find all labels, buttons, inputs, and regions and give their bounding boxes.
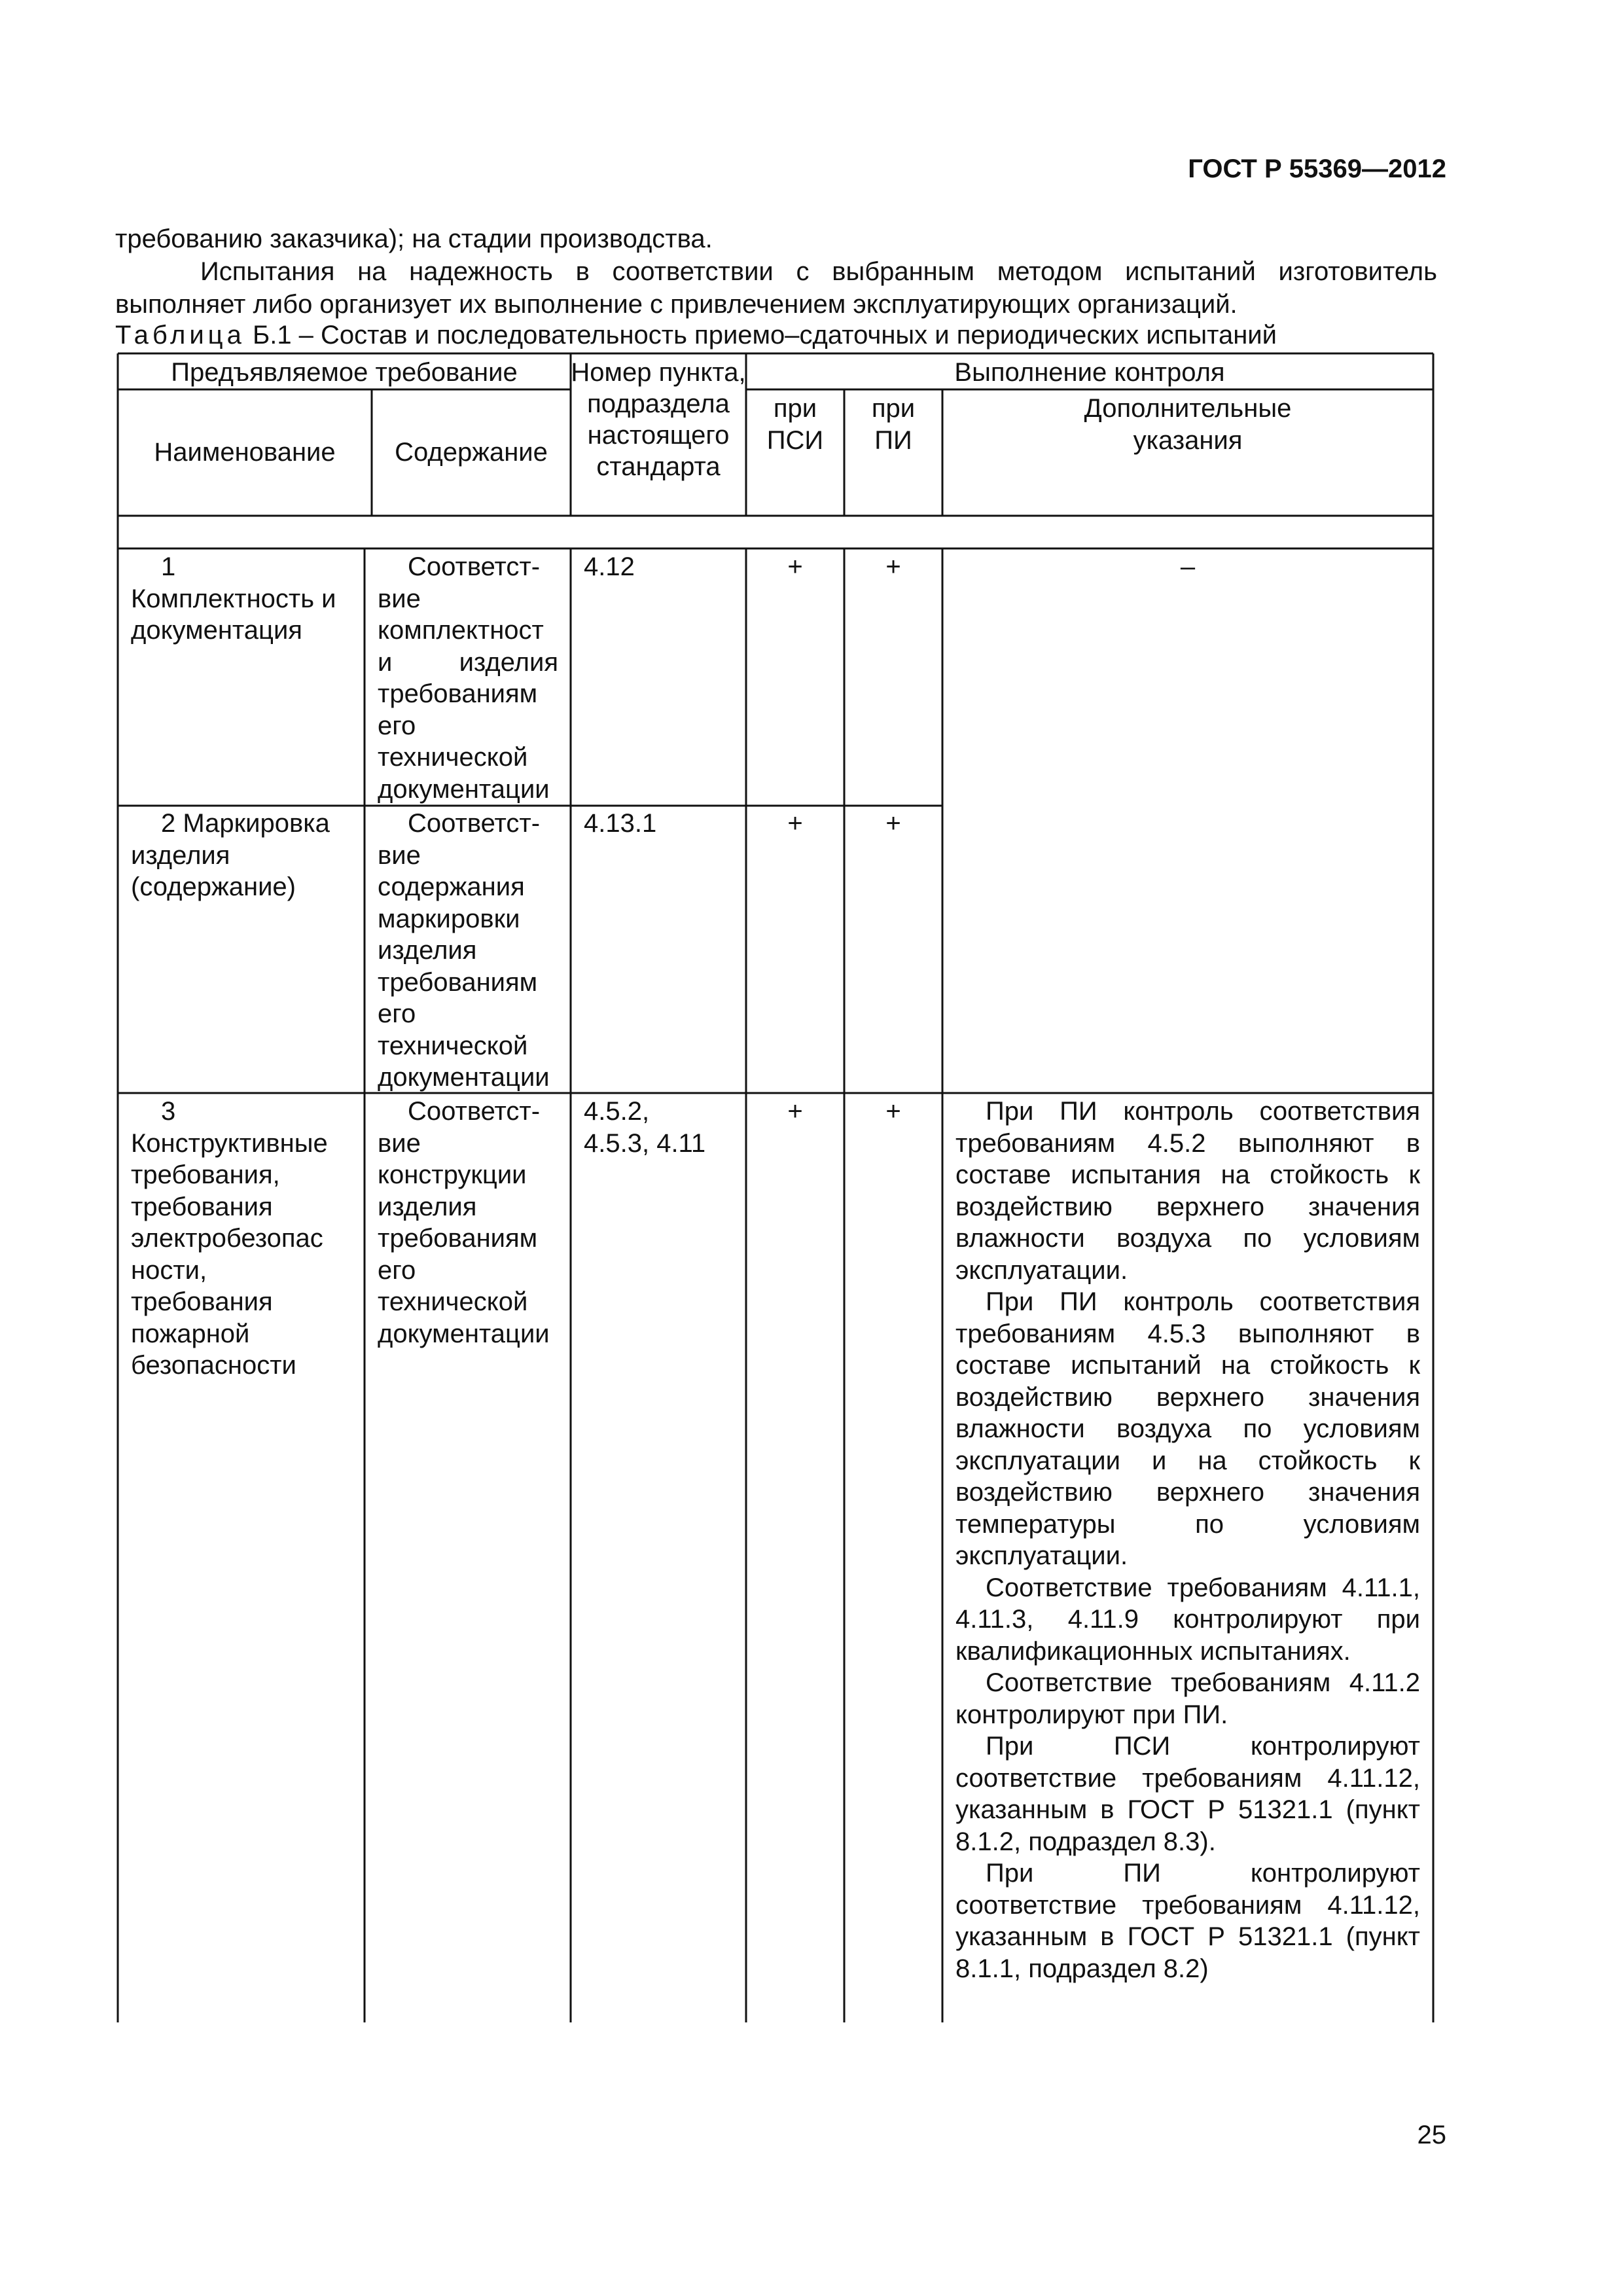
- row-2-name: 2 Маркировка изделия (содержание): [131, 809, 330, 901]
- row-3-note: При ПИ контролируют соответствие требованиям 4.11.12, указанным в ГОСТ Р 51321.1 (пункт 8.1.1, подраздел 8.2): [955, 1859, 1420, 1983]
- row-3-name: 3 Конструктивные требования, требования электробезопас ности, требования пожарной безопасности: [131, 1097, 328, 1380]
- header-pi: при ПИ: [871, 394, 916, 455]
- row-3-note: Соответствие требованиям 4.11.1, 4.11.3, 4.11.9 контролируют при квалификационных испытаниях.: [955, 1573, 1420, 1666]
- header-control: Выполнение контроля: [954, 358, 1225, 387]
- row-2-pi: +: [885, 809, 901, 838]
- header-requirement: Предъявляемое требование: [171, 358, 518, 387]
- row-3-note: При ПСИ контролируют соответствие требованиям 4.11.12, указанным в ГОСТ Р 51321.1 (пункт 8.1.2, подраздел 8.3).: [955, 1732, 1420, 1856]
- table-caption-text: Б.1 – Состав и последовательность приемо–сдаточных и периодических испытаний: [245, 321, 1277, 350]
- row-3-pi: +: [885, 1097, 901, 1126]
- row-3-notes: [955, 1096, 1420, 1984]
- row-1-pi: +: [885, 552, 901, 581]
- header-clause-number: Номер пункта, подраздела настоящего стандарта: [571, 358, 746, 481]
- row-3-note: При ПИ контроль соответствия требованиям 4.5.3 выполняют в составе испытаний на стойкость к воздействию верхнего значения влажности воздуха по условиям эксплуатации и на стойкость к воздействию верхнего значения температуры по условиям эксплуатации.: [955, 1287, 1420, 1570]
- row-3-clause: 4.5.2, 4.5.3, 4.11: [584, 1097, 706, 1158]
- page-number: 25: [1417, 2121, 1446, 2149]
- row-1-clause: 4.12: [584, 552, 635, 581]
- row-1-psi: +: [787, 552, 803, 581]
- row-3-content: Соответст-вие конструкции изделия требованиям его технической документации: [378, 1097, 550, 1348]
- intro-line-3: выполняет либо организует их выполнение с привлечением эксплуатирующих организаций.: [115, 290, 1238, 319]
- row-3-psi: +: [787, 1097, 803, 1126]
- row-3-note: Соответствие требованиям 4.11.2 контролируют при ПИ.: [955, 1668, 1420, 1729]
- header-psi: при ПСИ: [766, 394, 824, 455]
- table-caption-prefix: Таблица: [115, 321, 245, 350]
- header-notes: Дополнительные указания: [1084, 394, 1292, 455]
- row-1-notes: –: [1180, 552, 1196, 581]
- intro-line-2: Испытания на надежность в соответствии с выбранным методом испытаний изготовитель: [200, 257, 1437, 286]
- document-code: ГОСТ Р 55369—2012: [1188, 154, 1446, 183]
- intro-line-1: требованию заказчика); на стадии производства.: [115, 224, 713, 253]
- header-content: Содержание: [395, 438, 548, 467]
- header-name: Наименование: [154, 438, 336, 467]
- row-2-psi: +: [787, 809, 803, 838]
- row-3-note: При ПИ контроль соответствия требованиям 4.5.2 выполняют в составе испытания на стойкость к воздействию верхнего значения влажности воздуха по условиям эксплуатации.: [955, 1097, 1420, 1285]
- row-2-clause: 4.13.1: [584, 809, 657, 838]
- row-2-content: Соответст-вие содержания маркировки изделия требованиям его технической документации: [378, 809, 550, 1092]
- row-1-content: Соответст-вие комплектност и изделия требованиям его технической документации: [378, 552, 558, 804]
- row-1-name: 1 Комплектность и документация: [131, 552, 336, 645]
